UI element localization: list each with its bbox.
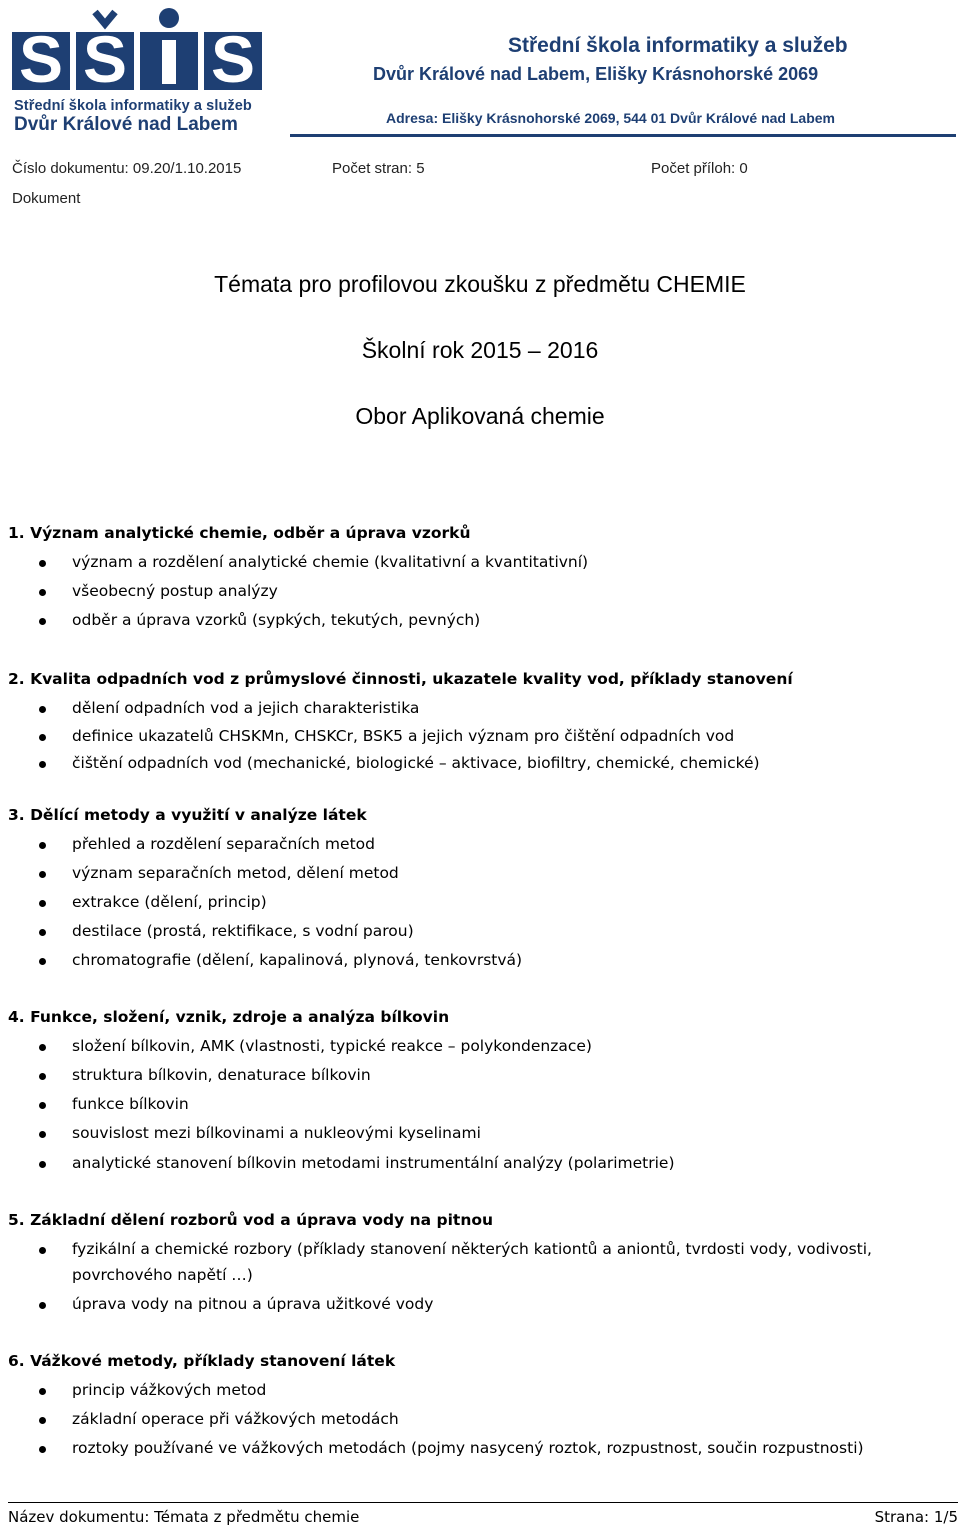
- bullet-icon: [39, 842, 46, 849]
- list-item: definice ukazatelů CHSKMn, CHSKCr, BSK5 a jejich význam pro čištění odpadních vod: [72, 727, 734, 745]
- bullet-icon: [39, 734, 46, 741]
- bullet-icon: [39, 618, 46, 625]
- bullet-icon: [39, 1247, 46, 1254]
- list-item: čištění odpadních vod (mechanické, biologické – aktivace, biofiltry, chemické, chemické): [72, 754, 760, 772]
- attachment-count: Počet příloh: 0: [651, 160, 748, 177]
- list-item: struktura bílkovin, denaturace bílkovin: [72, 1066, 371, 1084]
- list-item: všeobecný postup analýzy: [72, 582, 278, 600]
- list-item: dělení odpadních vod a jejich charakteristika: [72, 699, 419, 717]
- page-count: Počet stran: 5: [332, 160, 425, 177]
- bullet-icon: [39, 1073, 46, 1080]
- bullet-icon: [39, 1446, 46, 1453]
- school-logo: [12, 6, 274, 134]
- list-item: princip vážkových metod: [72, 1381, 266, 1399]
- list-item: funkce bílkovin: [72, 1095, 189, 1113]
- logo-text-line2: Dvůr Králové nad Labem: [14, 114, 238, 135]
- bullet-icon: [39, 1417, 46, 1424]
- section-heading: 1. Význam analytické chemie, odběr a úprava vzorků: [8, 524, 471, 542]
- school-address: Adresa: Elišky Krásnohorské 2069, 544 01 Dvůr Králové nad Labem: [386, 110, 835, 126]
- logo-text-line1: Střední škola informatiky a služeb: [14, 98, 252, 114]
- school-year: Školní rok 2015 – 2016: [361, 337, 599, 363]
- list-item: význam a rozdělení analytické chemie (kvalitativní a kvantitativní): [72, 553, 588, 571]
- list-item: analytické stanovení bílkovin metodami instrumentální analýzy (polarimetrie): [72, 1154, 675, 1172]
- list-item: roztoky používané ve vážkových metodách (pojmy nasycený roztok, rozpustnost, součin rozpustnosti): [72, 1439, 864, 1457]
- bullet-icon: [39, 1302, 46, 1309]
- svg-text:S: S: [82, 22, 128, 94]
- svg-text:S: S: [18, 22, 64, 94]
- list-item: fyzikální a chemické rozbory (příklady stanovení některých kationtů a aniontů, tvrdosti vody, vodivosti,: [72, 1240, 872, 1258]
- bullet-icon: [39, 1102, 46, 1109]
- section-heading: 2. Kvalita odpadních vod z průmyslové činnosti, ukazatele kvality vod, příklady stanovení: [8, 670, 793, 688]
- bullet-icon: [39, 929, 46, 936]
- bullet-icon: [39, 1161, 46, 1168]
- list-item: destilace (prostá, rektifikace, s vodní parou): [72, 922, 414, 940]
- list-item: přehled a rozdělení separačních metod: [72, 835, 375, 853]
- bullet-icon: [39, 1388, 46, 1395]
- bullet-icon: [39, 871, 46, 878]
- bullet-icon: [39, 1131, 46, 1138]
- bullet-icon: [39, 1044, 46, 1051]
- list-item: odběr a úprava vzorků (sypkých, tekutých, pevných): [72, 611, 480, 629]
- section-heading: 4. Funkce, složení, vznik, zdroje a analýza bílkovin: [8, 1008, 450, 1026]
- section-heading: 6. Vážkové metody, příklady stanovení látek: [8, 1352, 396, 1370]
- doc-type: Dokument: [12, 190, 81, 207]
- bullet-icon: [39, 589, 46, 596]
- field-of-study: Obor Aplikovaná chemie: [355, 403, 605, 429]
- bullet-icon: [39, 900, 46, 907]
- footer-doc-name: Název dokumentu: Témata z předmětu chemie: [8, 1508, 360, 1526]
- list-item: složení bílkovin, AMK (vlastnosti, typické reakce – polykondenzace): [72, 1037, 592, 1055]
- list-item: souvislost mezi bílkovinami a nukleovými kyselinami: [72, 1124, 481, 1142]
- bullet-icon: [39, 706, 46, 713]
- footer-divider: [8, 1502, 958, 1503]
- list-item: extrakce (dělení, princip): [72, 893, 267, 911]
- school-city: Dvůr Králové nad Labem, Elišky Krásnohorské 2069: [373, 64, 819, 84]
- list-item: základní operace při vážkových metodách: [72, 1410, 399, 1428]
- document-header: [0, 0, 960, 140]
- bullet-icon: [39, 958, 46, 965]
- bullet-icon: [39, 560, 46, 567]
- bullet-icon: [39, 761, 46, 768]
- doc-number: Číslo dokumentu: 09.20/1.10.2015: [12, 160, 242, 177]
- svg-text:S: S: [210, 22, 256, 94]
- section-heading: 3. Dělící metody a využití v analýze látek: [8, 806, 367, 824]
- list-item: význam separačních metod, dělení metod: [72, 864, 399, 882]
- footer-page-number: Strana: 1/5: [874, 1508, 958, 1526]
- list-item-continuation: povrchového napětí …): [72, 1266, 253, 1284]
- header-divider: [290, 134, 956, 137]
- list-item: úprava vody na pitnou a úprava užitkové vody: [72, 1295, 433, 1313]
- section-heading: 5. Základní dělení rozborů vod a úprava vody na pitnou: [8, 1211, 494, 1229]
- logo-letters-graphic: [12, 6, 274, 94]
- list-item: chromatografie (dělení, kapalinová, plynová, tenkovrstvá): [72, 951, 522, 969]
- main-title: Témata pro profilovou zkoušku z předmětu CHEMIE: [214, 271, 746, 297]
- school-name: Střední škola informatiky a služeb: [508, 34, 848, 57]
